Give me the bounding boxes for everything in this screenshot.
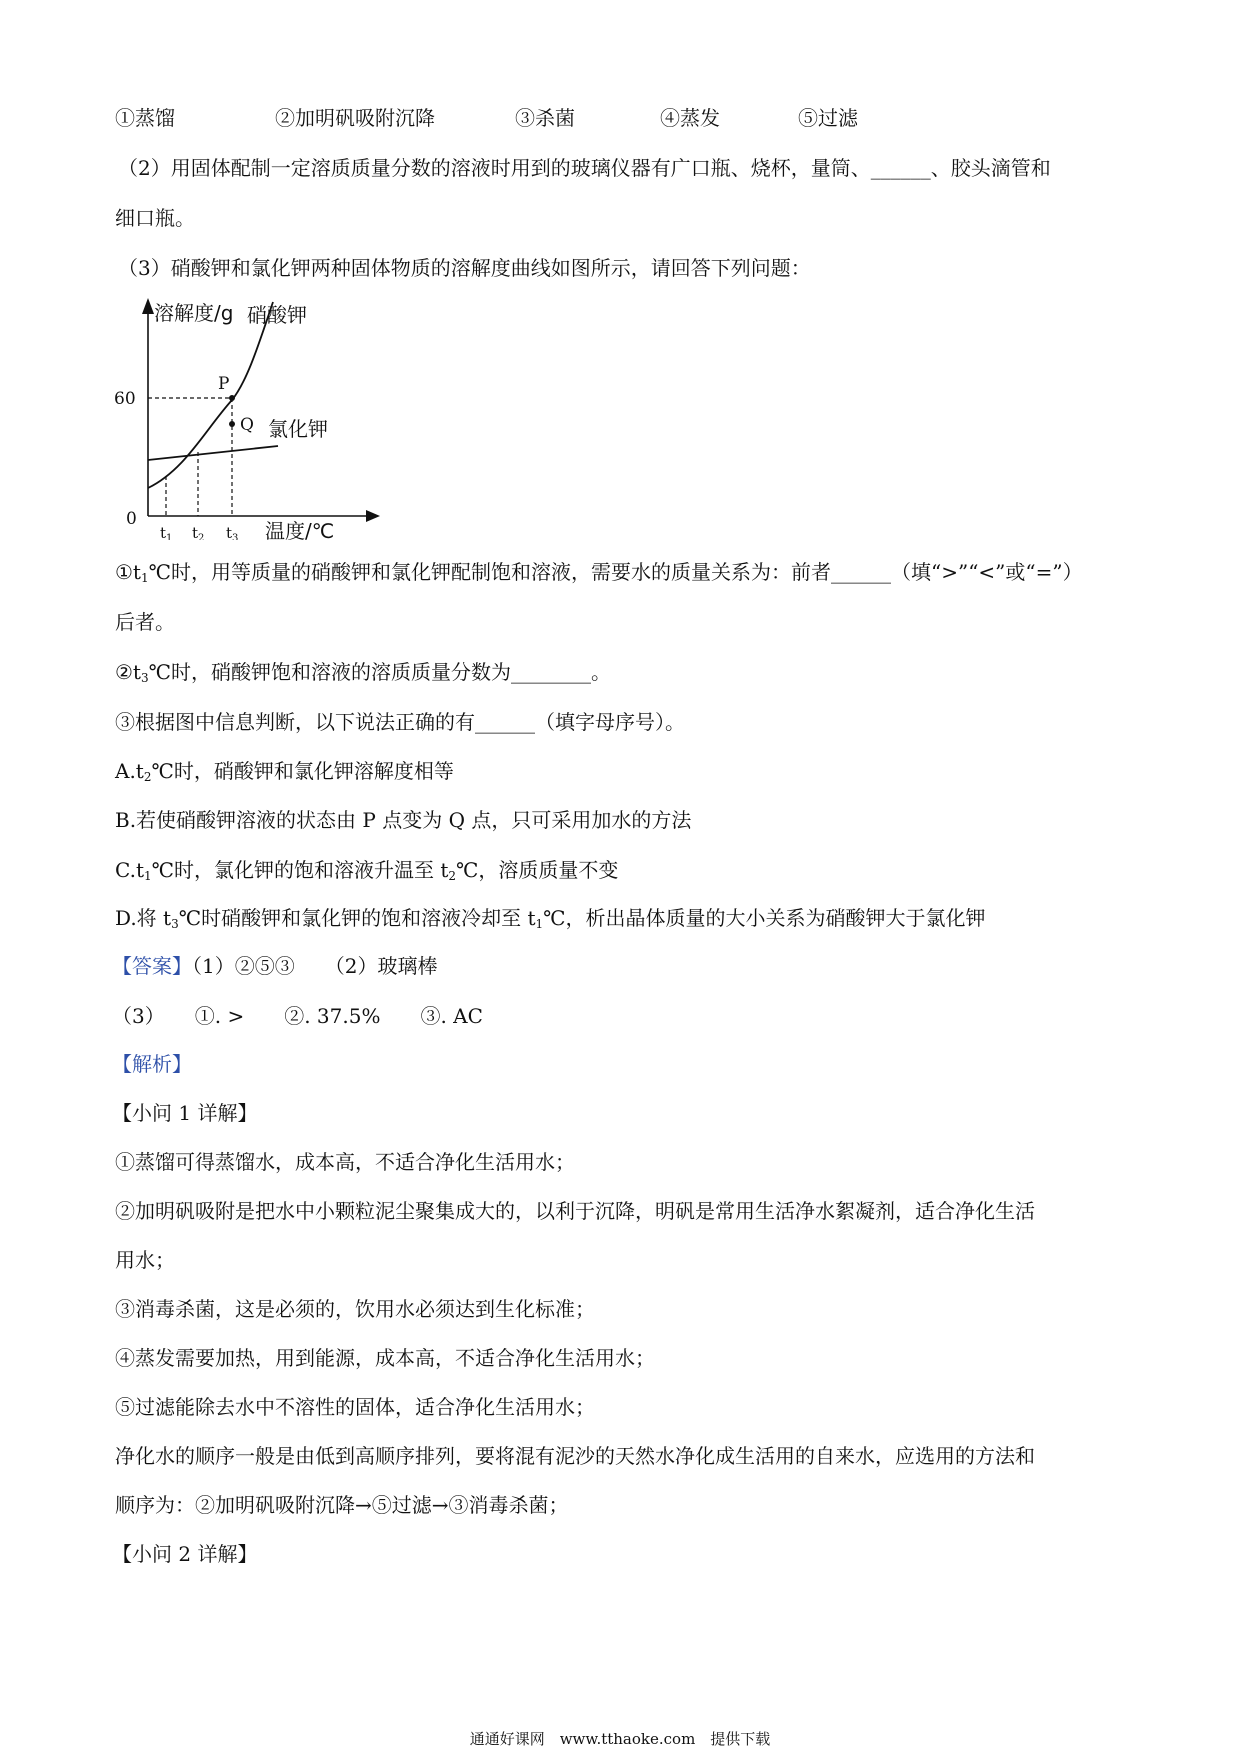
page-footer: 通通好课网 www.tthaoke.com 提供下载 <box>469 1730 771 1748</box>
x-axis-arrow <box>366 510 380 522</box>
sub-question-1-line-1: $①t_1℃$时，用等质量的硝酸钾和氯化钾配制饱和溶液，需要水的质量关系为：前者______（填“>”“<”或“=”） <box>115 560 1083 585</box>
x-axis-label: 温度/℃ <box>265 519 335 540</box>
series-kcl-label: 氯化钾 <box>268 417 328 441</box>
question-2-line-1: （2）用固体配制一定溶质质量分数的溶液时用到的玻璃仪器有广口瓶、烧杯，量筒、______、胶头滴管和 <box>118 156 1051 180</box>
choice-d: D.将 $t_3℃$时硝酸钾和氯化钾的饱和溶液冷却至 $t_1℃$，析出晶体质量的大小关系为硝酸钾大于氯化钾 <box>115 906 986 931</box>
point-p-label: P <box>218 374 230 394</box>
option-sterilization: ③杀菌 <box>515 106 575 130</box>
analysis-subheading-1: 【小问 1 详解】 <box>112 1101 258 1125</box>
analysis-line-2b: 用水； <box>115 1248 175 1272</box>
option-distillation: ①蒸馏 <box>115 106 175 130</box>
analysis-line-4: ④蒸发需要加热，用到能源，成本高，不适合净化生活用水； <box>115 1346 655 1370</box>
series-kno3-label: 硝酸钾 <box>247 303 307 327</box>
analysis-line-1: ①蒸馏可得蒸馏水，成本高，不适合净化生活用水； <box>115 1150 575 1174</box>
analysis-line-2a: ②加明矾吸附是把水中小颗粒泥尘聚集成大的，以利于沉降，明矾是常用生活净水絮凝剂，适合净化生活 <box>115 1199 1035 1223</box>
series-kcl-line <box>148 446 278 460</box>
y-axis-label: 溶解度/g <box>154 301 234 325</box>
sub-question-1-line-2: 后者。 <box>115 610 175 634</box>
option-alum-sedimentation: ②加明矾吸附沉降 <box>275 106 435 130</box>
x-tick-t3: $t_3$ <box>226 524 239 540</box>
question-2-line-2: 细口瓶。 <box>115 206 195 230</box>
analysis-line-3: ③消毒杀菌，这是必须的，饮用水必须达到生化标准； <box>115 1297 595 1321</box>
analysis-subheading-2: 【小问 2 详解】 <box>112 1542 258 1566</box>
point-q-label: Q <box>240 415 254 435</box>
y-tick-60: 60 <box>114 389 136 409</box>
y-axis-arrow <box>142 298 154 314</box>
answer-line-2: （3） ①. > ②. 37.5% ③. AC <box>112 1004 483 1028</box>
choice-c: $C.t_1℃$时，氯化钾的饱和溶液升温至 $t_2℃$，溶质质量不变 <box>115 858 619 883</box>
analysis-tag: 【解析】 <box>112 1052 192 1076</box>
choice-a: $A.t_2℃$时，硝酸钾和氯化钾溶解度相等 <box>115 759 454 784</box>
origin-label: 0 <box>126 509 137 529</box>
x-tick-t1: $t_1$ <box>160 524 173 540</box>
point-p <box>229 395 235 401</box>
sub-question-3: ③根据图中信息判断，以下说法正确的有______（填字母序号）。 <box>115 710 685 734</box>
answer-tag: 【答案】 <box>112 954 192 978</box>
option-evaporation: ④蒸发 <box>660 106 720 130</box>
question-3-intro: （3）硝酸钾和氯化钾两种固体物质的溶解度曲线如图所示，请回答下列问题： <box>118 256 811 280</box>
series-kno3-curve <box>148 302 273 488</box>
point-q <box>229 421 235 427</box>
analysis-line-6b: 顺序为：②加明矾吸附沉降→⑤过滤→③消毒杀菌； <box>115 1493 569 1517</box>
solubility-chart <box>110 290 380 540</box>
analysis-line-6a: 净化水的顺序一般是由低到高顺序排列，要将混有泥沙的天然水净化成生活用的自来水，应选用的方法和 <box>115 1444 1035 1468</box>
answer-line-1: 【答案】（1）②⑤③ （2）玻璃棒 <box>112 954 438 978</box>
choice-b: B.若使硝酸钾溶液的状态由 P 点变为 Q 点，只可采用加水的方法 <box>115 808 692 832</box>
x-tick-t2: $t_2$ <box>192 524 205 540</box>
sub-question-2: $②t_3℃$时，硝酸钾饱和溶液的溶质质量分数为________。 <box>115 660 611 685</box>
analysis-line-5: ⑤过滤能除去水中不溶性的固体，适合净化生活用水； <box>115 1395 595 1419</box>
option-filtration: ⑤过滤 <box>798 106 858 130</box>
